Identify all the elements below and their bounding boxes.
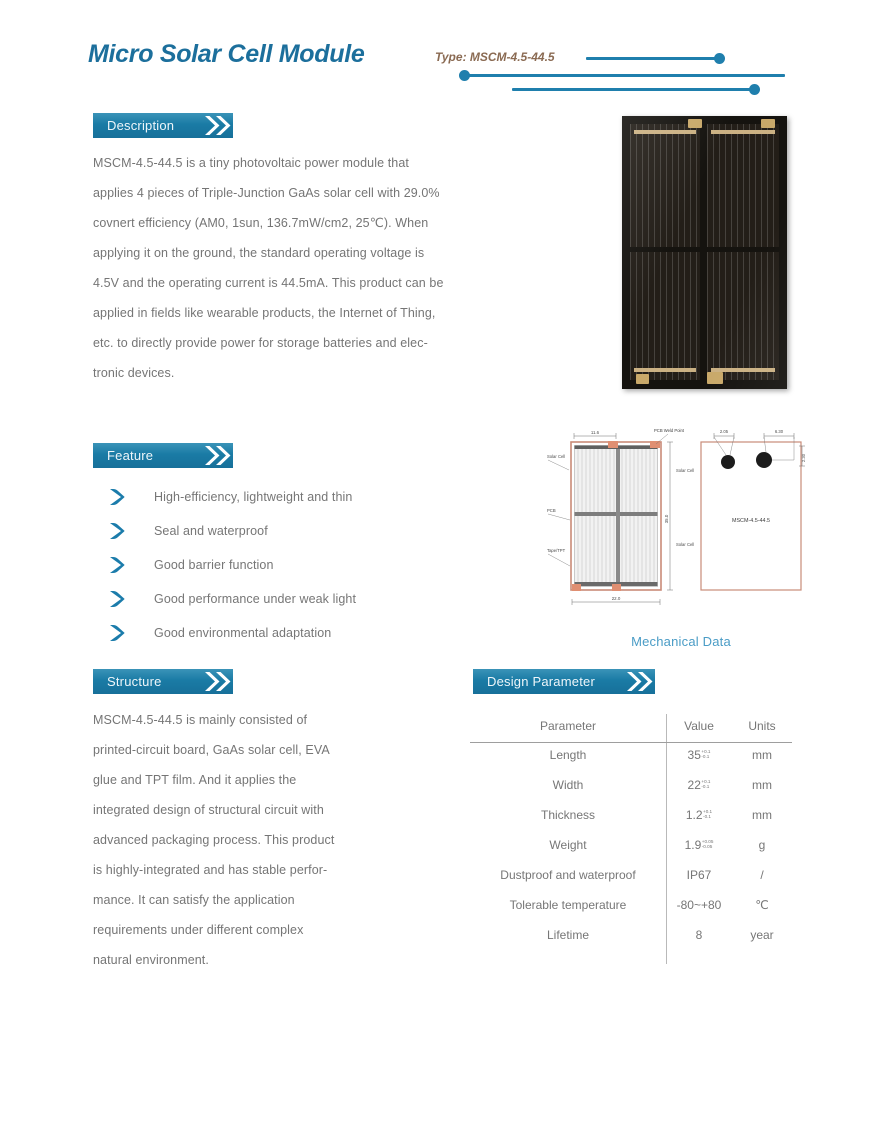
chevron-right-icon [108, 488, 130, 506]
header-dot-bottom [749, 84, 760, 95]
description-line: MSCM-4.5-44.5 is a tiny photovoltaic power module that [93, 156, 409, 170]
svg-text:2.30: 2.30 [801, 453, 806, 463]
cell-units: mm [752, 808, 772, 822]
structure-line: mance. It can satisfy the application [93, 893, 295, 907]
value-number: 22 [687, 778, 701, 792]
structure-line: integrated design of structural circuit with [93, 803, 324, 817]
description-paragraph [93, 148, 563, 388]
structure-line: glue and TPT film. And it applies the [93, 773, 297, 787]
header-dot-top [714, 53, 725, 64]
cell-value [666, 770, 732, 800]
description-line: covnert efficiency (AM0, 1sun, 136.7mW/cm2, 25℃). When [93, 216, 429, 230]
structure-line: natural environment. [93, 953, 209, 967]
page-header [0, 0, 873, 100]
table-row [470, 860, 792, 890]
cell-units: mm [752, 778, 772, 792]
table-header-row [470, 712, 792, 740]
banner-structure [93, 669, 233, 694]
cell-units: mm [752, 748, 772, 762]
mechanical-drawing [536, 424, 826, 620]
feature-item-label: Good barrier function [154, 558, 274, 572]
banner-feature [93, 443, 233, 468]
structure-line: printed-circuit board, GaAs solar cell, EVA [93, 743, 330, 757]
structure-paragraph [93, 705, 453, 975]
cell-units: / [760, 868, 764, 882]
chevron-right-icon [108, 556, 130, 574]
table-row [470, 770, 792, 800]
feature-item [108, 480, 356, 514]
chevron-right-icon [108, 590, 130, 608]
value-tolerance: +0.1 -0.1 [701, 749, 711, 759]
value-tolerance: +0.1 -0.1 [701, 779, 711, 789]
svg-text:MSCM-4.5-44.5: MSCM-4.5-44.5 [731, 518, 771, 524]
cell-value [666, 800, 732, 830]
value-number: 1.9 [684, 838, 702, 852]
svg-text:6.30: 6.30 [774, 429, 784, 434]
chevron-right-icon [108, 624, 130, 642]
cell-value: 8 [695, 928, 703, 942]
cell-parameter: Weight [549, 838, 587, 852]
description-line: applied in fields like wearable products, the Internet of Thing, [93, 306, 436, 320]
chevron-right-icon [108, 522, 130, 540]
feature-item [108, 582, 356, 616]
column-header-parameter: Parameter [539, 719, 597, 733]
description-line: etc. to directly provide power for storage batteries and elec- [93, 336, 428, 350]
structure-line: advanced packaging process. This product [93, 833, 335, 847]
column-header-value: Value [684, 719, 714, 733]
cell-parameter: Width [552, 778, 584, 792]
header-rule-middle [463, 74, 785, 77]
cell-value [666, 740, 732, 770]
header-rule-top [586, 57, 719, 60]
feature-item-label: Good performance under weak light [154, 592, 357, 606]
banner-description-label: Description [107, 118, 175, 133]
description-line: tronic devices. [93, 366, 175, 380]
value-tolerance: +0.1 -0.1 [703, 809, 713, 819]
chevron-double-right-icon [625, 669, 655, 694]
column-header-units: Units [748, 719, 776, 733]
description-line: 4.5V and the operating current is 44.5mA. This product can be [93, 276, 444, 290]
banner-design-parameter [473, 669, 655, 694]
table-row [470, 740, 792, 770]
header-rule-bottom [512, 88, 754, 91]
cell-parameter: Length [549, 748, 587, 762]
description-line: applies 4 pieces of Triple-Junction GaAs solar cell with 29.0% [93, 186, 440, 200]
table-row [470, 920, 792, 950]
banner-design-parameter-label: Design Parameter [487, 674, 595, 689]
banner-description [93, 113, 233, 138]
design-parameter-table [470, 712, 792, 950]
table-vertical-divider [666, 714, 667, 964]
value-tolerance: +0.05 -0.05 [701, 839, 714, 849]
svg-text:Solar Cell: Solar Cell [676, 468, 695, 473]
product-photo [622, 116, 787, 389]
svg-text:PCB Weld Point: PCB Weld Point [654, 428, 684, 433]
chevron-double-right-icon [203, 669, 233, 694]
cell-units: year [750, 928, 774, 942]
cell-units: ℃ [755, 898, 769, 912]
value-number: 35 [687, 748, 701, 762]
chevron-double-right-icon [203, 113, 233, 138]
svg-text:Tape/TPT: Tape/TPT [547, 548, 566, 553]
cell-value: IP67 [686, 868, 712, 882]
description-line: applying it on the ground, the standard operating voltage is [93, 246, 425, 260]
table-row [470, 800, 792, 830]
feature-item [108, 548, 356, 582]
value-number: 1.2 [685, 808, 703, 822]
chevron-double-right-icon [203, 443, 233, 468]
feature-item-label: Seal and waterproof [154, 524, 268, 538]
svg-text:11.6: 11.6 [590, 430, 600, 435]
structure-line: MSCM-4.5-44.5 is mainly consisted of [93, 713, 308, 727]
cell-parameter: Thickness [540, 808, 596, 822]
table-row [470, 890, 792, 920]
svg-text:22.0: 22.0 [611, 596, 621, 601]
cell-units: g [758, 838, 766, 852]
cell-parameter: Lifetime [546, 928, 590, 942]
feature-item-label: Good environmental adaptation [154, 626, 332, 640]
svg-text:Solar Cell: Solar Cell [676, 542, 695, 547]
cell-value: -80~+80 [676, 898, 722, 912]
cell-parameter: Dustproof and waterproof [500, 868, 636, 882]
table-header-rule [470, 742, 792, 743]
svg-text:2.05: 2.05 [719, 429, 729, 434]
structure-line: is highly-integrated and has stable perfor- [93, 863, 328, 877]
header-dot-middle [459, 70, 470, 81]
svg-text:35.0: 35.0 [664, 514, 669, 524]
banner-structure-label: Structure [107, 674, 162, 689]
structure-line: requirements under different complex [93, 923, 304, 937]
feature-item [108, 616, 356, 650]
mechanical-data-caption: Mechanical Data [631, 634, 731, 649]
product-type-label: Type: MSCM-4.5-44.5 [435, 50, 555, 64]
feature-item-label: High-efficiency, lightweight and thin [154, 490, 353, 504]
feature-item [108, 514, 356, 548]
svg-text:Solar Cell: Solar Cell [547, 454, 566, 459]
page-title: Micro Solar Cell Module [88, 40, 365, 68]
cell-value [666, 830, 732, 860]
svg-text:PCB: PCB [547, 508, 556, 513]
cell-parameter: Tolerable temperature [509, 898, 627, 912]
feature-list [108, 480, 356, 650]
table-row [470, 830, 792, 860]
banner-feature-label: Feature [107, 448, 154, 463]
